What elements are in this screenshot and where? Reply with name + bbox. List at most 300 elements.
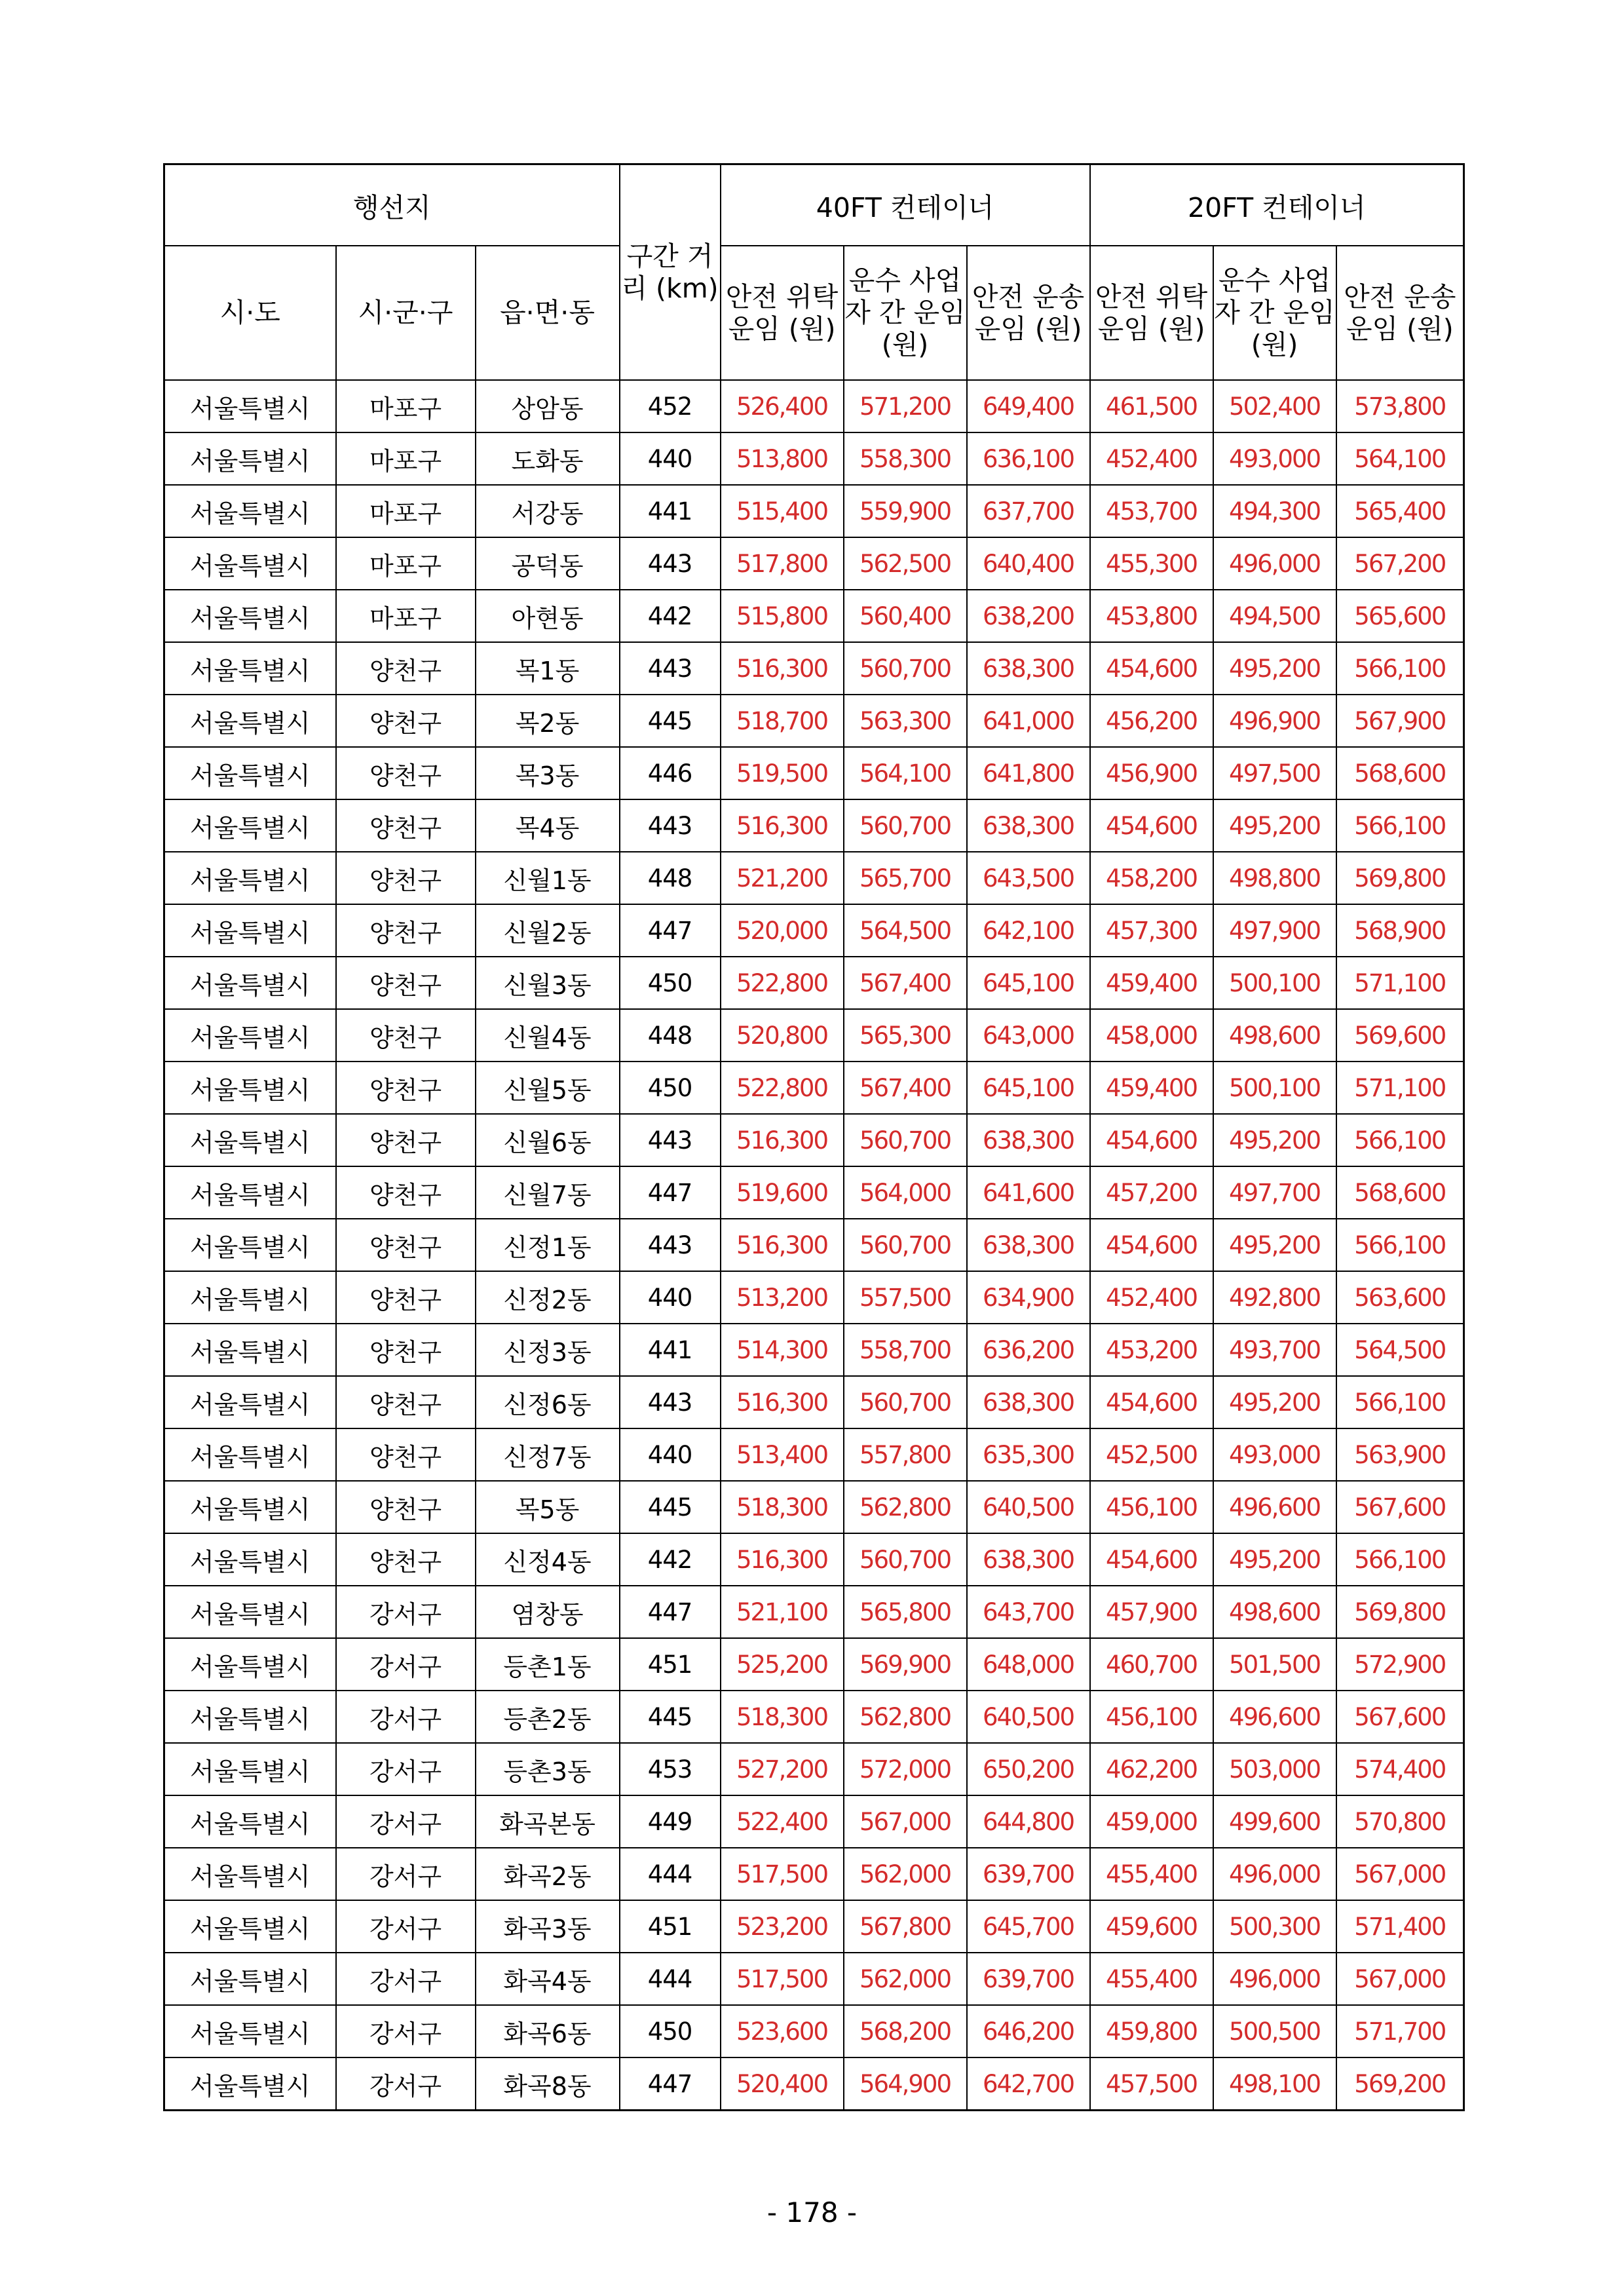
cell-distance: 450 (620, 1062, 721, 1114)
cell-sido: 서울특별시 (164, 747, 336, 799)
cell-40ft-carrier-fare: 562,800 (844, 1691, 967, 1743)
page-number: - 178 - (766, 2196, 858, 2229)
cell-40ft-safe-transport: 640,500 (967, 1691, 1090, 1743)
cell-20ft-carrier-fare: 496,600 (1213, 1691, 1336, 1743)
cell-40ft-safe-transport: 643,700 (967, 1586, 1090, 1638)
cell-20ft-carrier-fare: 500,100 (1213, 1062, 1336, 1114)
table-header (164, 164, 1464, 381)
cell-20ft-safe-consign: 452,400 (1090, 432, 1213, 485)
cell-40ft-safe-transport: 641,000 (967, 695, 1090, 747)
cell-sigungu: 양천구 (336, 852, 476, 904)
table-row (164, 537, 1464, 590)
cell-40ft-safe-transport: 648,000 (967, 1638, 1090, 1691)
cell-sido: 서울특별시 (164, 432, 336, 485)
cell-eupmyeondong: 화곡4동 (476, 1953, 620, 2005)
cell-20ft-carrier-fare: 496,000 (1213, 1953, 1336, 2005)
cell-distance: 447 (620, 904, 721, 957)
cell-40ft-safe-transport: 638,300 (967, 1533, 1090, 1586)
cell-sigungu: 양천구 (336, 1219, 476, 1271)
cell-sido: 서울특별시 (164, 1376, 336, 1428)
cell-sido: 서울특별시 (164, 1848, 336, 1900)
cell-40ft-safe-consign: 517,500 (721, 1953, 844, 2005)
table-row (164, 1428, 1464, 1481)
cell-20ft-safe-consign: 454,600 (1090, 799, 1213, 852)
table-row (164, 1691, 1464, 1743)
cell-sigungu: 마포구 (336, 537, 476, 590)
cell-40ft-safe-consign: 527,200 (721, 1743, 844, 1795)
cell-20ft-safe-consign: 459,400 (1090, 1062, 1213, 1114)
cell-40ft-safe-consign: 526,400 (721, 380, 844, 432)
cell-40ft-carrier-fare: 563,300 (844, 695, 967, 747)
cell-20ft-safe-transport: 569,800 (1336, 852, 1464, 904)
cell-sido: 서울특별시 (164, 1009, 336, 1062)
cell-40ft-carrier-fare: 564,000 (844, 1166, 967, 1219)
cell-40ft-carrier-fare: 560,700 (844, 1114, 967, 1166)
cell-20ft-safe-transport: 569,600 (1336, 1009, 1464, 1062)
cell-40ft-safe-transport: 638,300 (967, 1219, 1090, 1271)
cell-40ft-safe-consign: 521,100 (721, 1586, 844, 1638)
cell-40ft-safe-consign: 516,300 (721, 1219, 844, 1271)
cell-distance: 446 (620, 747, 721, 799)
header-20ft-carrier-fare: 운수 사업자 간 운임 (원) (1213, 246, 1336, 380)
header-40ft-carrier-fare: 운수 사업자 간 운임 (원) (844, 246, 967, 380)
cell-distance: 440 (620, 1428, 721, 1481)
cell-20ft-safe-transport: 567,600 (1336, 1691, 1464, 1743)
cell-20ft-safe-consign: 453,200 (1090, 1324, 1213, 1376)
cell-40ft-safe-transport: 650,200 (967, 1743, 1090, 1795)
table-row (164, 642, 1464, 695)
table-row (164, 1586, 1464, 1638)
cell-distance: 440 (620, 432, 721, 485)
cell-40ft-carrier-fare: 569,900 (844, 1638, 967, 1691)
cell-40ft-safe-transport: 641,600 (967, 1166, 1090, 1219)
table-row (164, 1953, 1464, 2005)
header-region: 행선지 (164, 164, 620, 246)
cell-eupmyeondong: 신월1동 (476, 852, 620, 904)
cell-40ft-carrier-fare: 562,500 (844, 537, 967, 590)
cell-20ft-safe-transport: 571,100 (1336, 1062, 1464, 1114)
cell-distance: 445 (620, 1691, 721, 1743)
cell-eupmyeondong: 신월5동 (476, 1062, 620, 1114)
cell-40ft-safe-consign: 522,800 (721, 1062, 844, 1114)
cell-eupmyeondong: 목5동 (476, 1481, 620, 1533)
cell-eupmyeondong: 화곡6동 (476, 2005, 620, 2057)
cell-sigungu: 강서구 (336, 1586, 476, 1638)
cell-sido: 서울특별시 (164, 2005, 336, 2057)
cell-sigungu: 양천구 (336, 642, 476, 695)
cell-20ft-safe-transport: 566,100 (1336, 1219, 1464, 1271)
cell-sido: 서울특별시 (164, 1533, 336, 1586)
cell-20ft-carrier-fare: 498,600 (1213, 1586, 1336, 1638)
cell-40ft-safe-transport: 636,100 (967, 432, 1090, 485)
cell-distance: 444 (620, 1953, 721, 2005)
cell-40ft-safe-consign: 517,800 (721, 537, 844, 590)
cell-distance: 443 (620, 799, 721, 852)
cell-40ft-safe-consign: 516,300 (721, 1114, 844, 1166)
cell-20ft-safe-transport: 567,000 (1336, 1848, 1464, 1900)
cell-40ft-safe-transport: 638,300 (967, 1114, 1090, 1166)
cell-sigungu: 마포구 (336, 432, 476, 485)
cell-sido: 서울특별시 (164, 1638, 336, 1691)
cell-40ft-safe-transport: 638,200 (967, 590, 1090, 642)
cell-sigungu: 강서구 (336, 1743, 476, 1795)
cell-40ft-carrier-fare: 567,400 (844, 1062, 967, 1114)
cell-sido: 서울특별시 (164, 1953, 336, 2005)
cell-40ft-safe-consign: 516,300 (721, 1533, 844, 1586)
table-body (164, 380, 1464, 2111)
cell-distance: 443 (620, 1114, 721, 1166)
cell-distance: 445 (620, 695, 721, 747)
cell-40ft-safe-transport: 649,400 (967, 380, 1090, 432)
cell-sido: 서울특별시 (164, 1114, 336, 1166)
cell-40ft-safe-transport: 638,300 (967, 1376, 1090, 1428)
cell-eupmyeondong: 신월6동 (476, 1114, 620, 1166)
cell-20ft-carrier-fare: 502,400 (1213, 380, 1336, 432)
cell-20ft-safe-consign: 457,200 (1090, 1166, 1213, 1219)
cell-eupmyeondong: 신정6동 (476, 1376, 620, 1428)
cell-20ft-carrier-fare: 496,600 (1213, 1481, 1336, 1533)
cell-20ft-safe-consign: 456,100 (1090, 1481, 1213, 1533)
cell-eupmyeondong: 등촌2동 (476, 1691, 620, 1743)
cell-sigungu: 양천구 (336, 1271, 476, 1324)
cell-sido: 서울특별시 (164, 1271, 336, 1324)
cell-20ft-safe-transport: 564,100 (1336, 432, 1464, 485)
cell-sido: 서울특별시 (164, 1691, 336, 1743)
table-row (164, 380, 1464, 432)
cell-40ft-carrier-fare: 559,900 (844, 485, 967, 537)
table-row (164, 1848, 1464, 1900)
cell-eupmyeondong: 등촌1동 (476, 1638, 620, 1691)
cell-sido: 서울특별시 (164, 485, 336, 537)
cell-40ft-safe-transport: 642,100 (967, 904, 1090, 957)
cell-20ft-safe-consign: 455,400 (1090, 1848, 1213, 1900)
cell-eupmyeondong: 신월3동 (476, 957, 620, 1009)
table-row (164, 904, 1464, 957)
cell-eupmyeondong: 화곡2동 (476, 1848, 620, 1900)
table-row (164, 1900, 1464, 1953)
cell-20ft-safe-consign: 457,500 (1090, 2057, 1213, 2111)
cell-40ft-carrier-fare: 564,500 (844, 904, 967, 957)
cell-40ft-safe-transport: 638,300 (967, 642, 1090, 695)
cell-20ft-carrier-fare: 493,000 (1213, 432, 1336, 485)
cell-20ft-carrier-fare: 497,500 (1213, 747, 1336, 799)
cell-20ft-safe-consign: 454,600 (1090, 1376, 1213, 1428)
cell-20ft-safe-consign: 453,700 (1090, 485, 1213, 537)
cell-sigungu: 양천구 (336, 1166, 476, 1219)
cell-40ft-carrier-fare: 572,000 (844, 1743, 967, 1795)
cell-eupmyeondong: 상암동 (476, 380, 620, 432)
header-sigungu: 시·군·구 (336, 246, 476, 380)
table-row (164, 1533, 1464, 1586)
header-eupmyeondong: 읍·면·동 (476, 246, 620, 380)
cell-20ft-safe-transport: 572,900 (1336, 1638, 1464, 1691)
cell-sigungu: 양천구 (336, 1376, 476, 1428)
table-row (164, 432, 1464, 485)
table-row (164, 1114, 1464, 1166)
cell-sigungu: 강서구 (336, 1848, 476, 1900)
cell-20ft-carrier-fare: 497,700 (1213, 1166, 1336, 1219)
cell-sigungu: 강서구 (336, 1953, 476, 2005)
cell-sido: 서울특별시 (164, 695, 336, 747)
cell-40ft-safe-transport: 645,100 (967, 957, 1090, 1009)
cell-distance: 440 (620, 1271, 721, 1324)
cell-distance: 445 (620, 1481, 721, 1533)
cell-20ft-safe-consign: 456,200 (1090, 695, 1213, 747)
cell-40ft-carrier-fare: 558,700 (844, 1324, 967, 1376)
cell-eupmyeondong: 목2동 (476, 695, 620, 747)
cell-eupmyeondong: 목1동 (476, 642, 620, 695)
cell-sido: 서울특별시 (164, 1324, 336, 1376)
cell-eupmyeondong: 목4동 (476, 799, 620, 852)
header-20ft: 20FT 컨테이너 (1090, 164, 1464, 246)
cell-sigungu: 강서구 (336, 1900, 476, 1953)
cell-20ft-safe-consign: 452,500 (1090, 1428, 1213, 1481)
cell-sido: 서울특별시 (164, 1166, 336, 1219)
cell-20ft-carrier-fare: 498,800 (1213, 852, 1336, 904)
cell-40ft-carrier-fare: 557,500 (844, 1271, 967, 1324)
cell-distance: 450 (620, 2005, 721, 2057)
cell-20ft-safe-consign: 461,500 (1090, 380, 1213, 432)
cell-20ft-safe-transport: 570,800 (1336, 1795, 1464, 1848)
cell-20ft-safe-transport: 563,600 (1336, 1271, 1464, 1324)
cell-40ft-safe-transport: 640,500 (967, 1481, 1090, 1533)
cell-40ft-safe-consign: 518,700 (721, 695, 844, 747)
cell-sigungu: 양천구 (336, 1533, 476, 1586)
cell-eupmyeondong: 신월2동 (476, 904, 620, 957)
cell-sido: 서울특별시 (164, 642, 336, 695)
cell-40ft-safe-consign: 525,200 (721, 1638, 844, 1691)
cell-distance: 441 (620, 1324, 721, 1376)
cell-40ft-safe-consign: 513,400 (721, 1428, 844, 1481)
cell-40ft-safe-consign: 519,500 (721, 747, 844, 799)
cell-20ft-safe-consign: 457,300 (1090, 904, 1213, 957)
cell-20ft-carrier-fare: 497,900 (1213, 904, 1336, 957)
cell-eupmyeondong: 목3동 (476, 747, 620, 799)
cell-20ft-safe-transport: 568,600 (1336, 747, 1464, 799)
cell-sido: 서울특별시 (164, 1743, 336, 1795)
cell-40ft-carrier-fare: 564,900 (844, 2057, 967, 2111)
cell-40ft-safe-consign: 517,500 (721, 1848, 844, 1900)
cell-40ft-safe-consign: 519,600 (721, 1166, 844, 1219)
cell-distance: 448 (620, 1009, 721, 1062)
cell-distance: 450 (620, 957, 721, 1009)
cell-20ft-safe-transport: 566,100 (1336, 1114, 1464, 1166)
cell-20ft-safe-transport: 566,100 (1336, 642, 1464, 695)
cell-20ft-carrier-fare: 494,500 (1213, 590, 1336, 642)
cell-sido: 서울특별시 (164, 1428, 336, 1481)
cell-40ft-carrier-fare: 562,800 (844, 1481, 967, 1533)
cell-sido: 서울특별시 (164, 799, 336, 852)
table-row (164, 1795, 1464, 1848)
cell-distance: 448 (620, 852, 721, 904)
cell-20ft-safe-consign: 454,600 (1090, 1533, 1213, 1586)
cell-40ft-carrier-fare: 568,200 (844, 2005, 967, 2057)
cell-20ft-safe-consign: 453,800 (1090, 590, 1213, 642)
table-row (164, 1271, 1464, 1324)
cell-20ft-safe-consign: 452,400 (1090, 1271, 1213, 1324)
cell-sido: 서울특별시 (164, 852, 336, 904)
cell-sido: 서울특별시 (164, 1586, 336, 1638)
cell-sido: 서울특별시 (164, 380, 336, 432)
cell-20ft-safe-consign: 459,800 (1090, 2005, 1213, 2057)
cell-20ft-safe-consign: 455,300 (1090, 537, 1213, 590)
cell-20ft-safe-consign: 454,600 (1090, 642, 1213, 695)
table-row (164, 1062, 1464, 1114)
cell-40ft-safe-consign: 514,300 (721, 1324, 844, 1376)
cell-40ft-safe-transport: 644,800 (967, 1795, 1090, 1848)
cell-40ft-safe-consign: 515,800 (721, 590, 844, 642)
cell-distance: 443 (620, 642, 721, 695)
cell-eupmyeondong: 화곡3동 (476, 1900, 620, 1953)
cell-20ft-safe-transport: 573,800 (1336, 380, 1464, 432)
cell-40ft-safe-transport: 641,800 (967, 747, 1090, 799)
cell-20ft-carrier-fare: 495,200 (1213, 1376, 1336, 1428)
cell-sido: 서울특별시 (164, 957, 336, 1009)
table-row (164, 1324, 1464, 1376)
cell-sigungu: 양천구 (336, 1009, 476, 1062)
cell-eupmyeondong: 신월7동 (476, 1166, 620, 1219)
cell-20ft-safe-transport: 565,400 (1336, 485, 1464, 537)
cell-distance: 451 (620, 1900, 721, 1953)
cell-40ft-carrier-fare: 565,800 (844, 1586, 967, 1638)
cell-sigungu: 양천구 (336, 1428, 476, 1481)
cell-sigungu: 양천구 (336, 695, 476, 747)
cell-distance: 442 (620, 1533, 721, 1586)
cell-20ft-safe-transport: 566,100 (1336, 799, 1464, 852)
cell-40ft-safe-consign: 521,200 (721, 852, 844, 904)
cell-eupmyeondong: 신정3동 (476, 1324, 620, 1376)
cell-distance: 441 (620, 485, 721, 537)
cell-40ft-safe-consign: 522,800 (721, 957, 844, 1009)
cell-40ft-safe-consign: 513,200 (721, 1271, 844, 1324)
cell-eupmyeondong: 염창동 (476, 1586, 620, 1638)
cell-distance: 443 (620, 1376, 721, 1428)
cell-20ft-safe-transport: 565,600 (1336, 590, 1464, 642)
cell-sido: 서울특별시 (164, 2057, 336, 2111)
cell-40ft-safe-transport: 643,000 (967, 1009, 1090, 1062)
cell-20ft-safe-consign: 457,900 (1090, 1586, 1213, 1638)
cell-sido: 서울특별시 (164, 1219, 336, 1271)
table-row (164, 695, 1464, 747)
cell-distance: 447 (620, 1166, 721, 1219)
cell-20ft-carrier-fare: 495,200 (1213, 1219, 1336, 1271)
cell-distance: 443 (620, 1219, 721, 1271)
cell-20ft-safe-transport: 567,600 (1336, 1481, 1464, 1533)
cell-20ft-carrier-fare: 495,200 (1213, 1114, 1336, 1166)
cell-distance: 447 (620, 2057, 721, 2111)
cell-40ft-carrier-fare: 558,300 (844, 432, 967, 485)
cell-40ft-safe-transport: 639,700 (967, 1848, 1090, 1900)
cell-40ft-carrier-fare: 567,800 (844, 1900, 967, 1953)
cell-20ft-carrier-fare: 492,800 (1213, 1271, 1336, 1324)
cell-40ft-safe-transport: 640,400 (967, 537, 1090, 590)
cell-sido: 서울특별시 (164, 537, 336, 590)
cell-sigungu: 양천구 (336, 799, 476, 852)
cell-40ft-safe-consign: 523,200 (721, 1900, 844, 1953)
table-row (164, 1376, 1464, 1428)
cell-40ft-carrier-fare: 560,700 (844, 1219, 967, 1271)
cell-20ft-carrier-fare: 499,600 (1213, 1795, 1336, 1848)
cell-sigungu: 양천구 (336, 1481, 476, 1533)
cell-eupmyeondong: 공덕동 (476, 537, 620, 590)
cell-20ft-carrier-fare: 496,900 (1213, 695, 1336, 747)
cell-40ft-safe-transport: 642,700 (967, 2057, 1090, 2111)
cell-40ft-carrier-fare: 560,700 (844, 1533, 967, 1586)
table-row (164, 1009, 1464, 1062)
cell-sigungu: 양천구 (336, 1062, 476, 1114)
cell-40ft-safe-transport: 646,200 (967, 2005, 1090, 2057)
cell-20ft-safe-consign: 460,700 (1090, 1638, 1213, 1691)
cell-40ft-safe-consign: 523,600 (721, 2005, 844, 2057)
cell-40ft-safe-consign: 516,300 (721, 799, 844, 852)
cell-40ft-safe-consign: 518,300 (721, 1691, 844, 1743)
cell-20ft-carrier-fare: 500,500 (1213, 2005, 1336, 2057)
cell-20ft-safe-consign: 454,600 (1090, 1219, 1213, 1271)
cell-distance: 452 (620, 380, 721, 432)
cell-sigungu: 강서구 (336, 1638, 476, 1691)
cell-40ft-safe-consign: 516,300 (721, 1376, 844, 1428)
cell-distance: 442 (620, 590, 721, 642)
header-20ft-safe-transport: 안전 운송 운임 (원) (1336, 246, 1464, 380)
cell-eupmyeondong: 아현동 (476, 590, 620, 642)
cell-20ft-safe-consign: 456,900 (1090, 747, 1213, 799)
cell-40ft-safe-consign: 513,800 (721, 432, 844, 485)
table-row (164, 747, 1464, 799)
table-row (164, 485, 1464, 537)
cell-40ft-safe-consign: 520,800 (721, 1009, 844, 1062)
header-distance: 구간 거리 (km) (620, 164, 721, 381)
cell-20ft-safe-consign: 454,600 (1090, 1114, 1213, 1166)
table-row (164, 1166, 1464, 1219)
table-row (164, 1638, 1464, 1691)
table-row (164, 590, 1464, 642)
cell-sigungu: 강서구 (336, 2057, 476, 2111)
cell-20ft-carrier-fare: 496,000 (1213, 537, 1336, 590)
cell-20ft-safe-transport: 564,500 (1336, 1324, 1464, 1376)
cell-40ft-safe-consign: 515,400 (721, 485, 844, 537)
header-40ft: 40FT 컨테이너 (721, 164, 1090, 246)
cell-40ft-safe-transport: 639,700 (967, 1953, 1090, 2005)
cell-20ft-safe-transport: 567,000 (1336, 1953, 1464, 2005)
cell-sido: 서울특별시 (164, 1481, 336, 1533)
cell-20ft-safe-consign: 458,000 (1090, 1009, 1213, 1062)
cell-distance: 449 (620, 1795, 721, 1848)
cell-40ft-carrier-fare: 567,000 (844, 1795, 967, 1848)
cell-40ft-safe-transport: 638,300 (967, 799, 1090, 852)
cell-sido: 서울특별시 (164, 1062, 336, 1114)
cell-20ft-carrier-fare: 498,600 (1213, 1009, 1336, 1062)
cell-20ft-safe-transport: 567,900 (1336, 695, 1464, 747)
cell-eupmyeondong: 신정7동 (476, 1428, 620, 1481)
cell-20ft-carrier-fare: 495,200 (1213, 1533, 1336, 1586)
cell-40ft-carrier-fare: 560,700 (844, 799, 967, 852)
cell-sido: 서울특별시 (164, 904, 336, 957)
cell-40ft-safe-consign: 522,400 (721, 1795, 844, 1848)
cell-eupmyeondong: 신정1동 (476, 1219, 620, 1271)
cell-20ft-safe-consign: 459,000 (1090, 1795, 1213, 1848)
cell-sigungu: 양천구 (336, 1114, 476, 1166)
cell-40ft-carrier-fare: 565,700 (844, 852, 967, 904)
header-40ft-safe-consign: 안전 위탁 운임 (원) (721, 246, 844, 380)
cell-sido: 서울특별시 (164, 1900, 336, 1953)
cell-40ft-safe-transport: 637,700 (967, 485, 1090, 537)
cell-eupmyeondong: 서강동 (476, 485, 620, 537)
cell-20ft-safe-transport: 571,700 (1336, 2005, 1464, 2057)
cell-20ft-safe-transport: 574,400 (1336, 1743, 1464, 1795)
cell-20ft-safe-transport: 568,900 (1336, 904, 1464, 957)
cell-40ft-safe-consign: 520,000 (721, 904, 844, 957)
table-row (164, 1743, 1464, 1795)
